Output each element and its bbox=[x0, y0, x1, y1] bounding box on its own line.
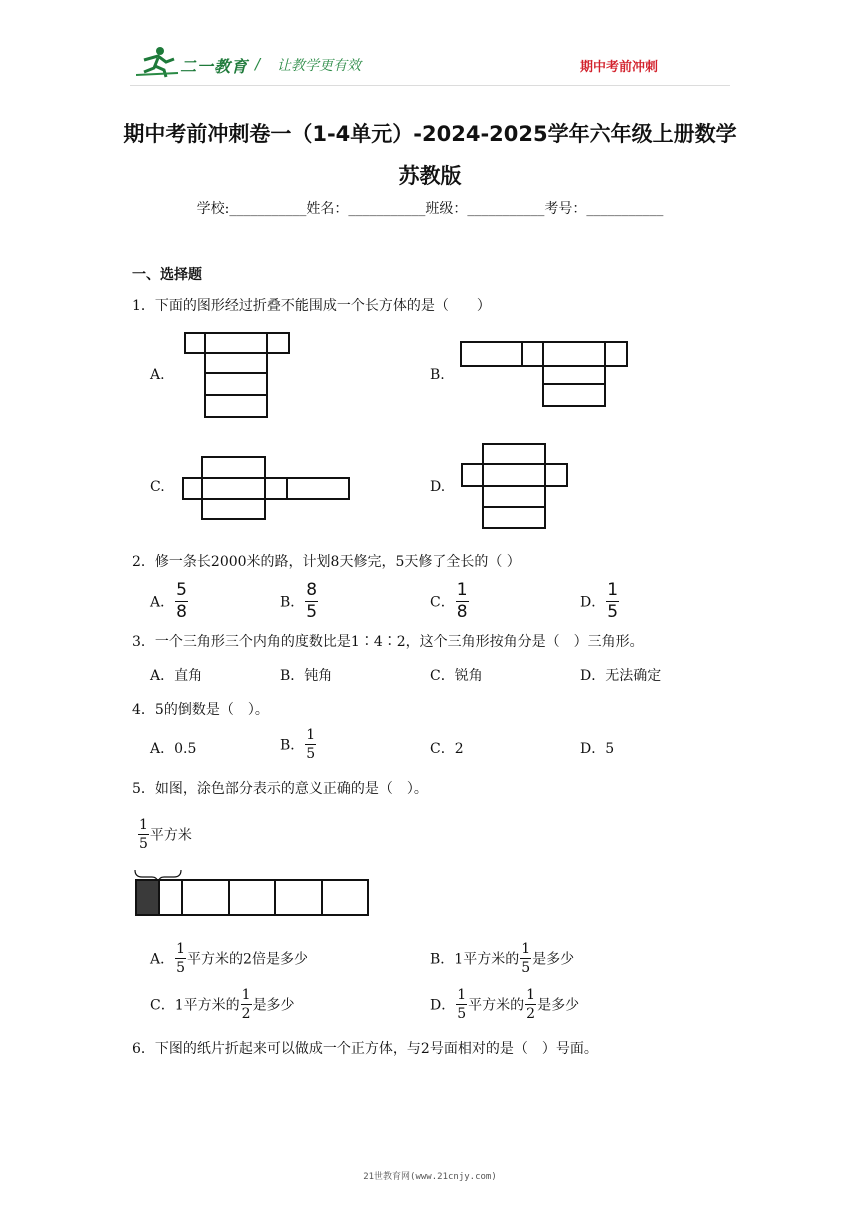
q1-option-d-label: D. bbox=[430, 479, 446, 495]
header-divider bbox=[130, 85, 730, 86]
question-2-stem: 2．修一条长2000米的路，计划8天修完，5天修了全长的（ ） bbox=[132, 554, 521, 570]
question-3-stem: 3．一个三角形三个内角的度数比是1∶4∶2，这个三角形按角分是（ ）三角形。 bbox=[132, 634, 644, 650]
header-right-label: 期中考前冲刺 bbox=[580, 60, 659, 75]
question-6-stem: 6．下图的纸片折起来可以做成一个正方体，与2号面相对的是（ ）号面。 bbox=[132, 1041, 598, 1057]
q4-option-a: A．0.5 bbox=[150, 741, 197, 757]
question-5-stem: 5．如图，涂色部分表示的意义正确的是（ ）。 bbox=[132, 781, 428, 797]
question-4-stem: 4．5的倒数是（ ）。 bbox=[132, 702, 269, 718]
q5-option-d: D． $\frac{1}{5}$ 平方米的 $\frac{1}{2}$ 是多少 bbox=[430, 987, 580, 1022]
brand-slogan: 让教学更有效 bbox=[277, 58, 361, 74]
q3-option-d: D．无法确定 bbox=[580, 668, 662, 684]
brand-name: 二一教育 bbox=[180, 57, 249, 76]
logo-runner-icon bbox=[136, 46, 180, 78]
q3-option-c: C．锐角 bbox=[430, 668, 483, 684]
q1-net-c bbox=[181, 455, 353, 523]
q2-option-c: C． $\frac{1}{8}$ bbox=[430, 580, 468, 622]
q2-option-a: A． $\frac{5}{8}$ bbox=[150, 580, 187, 622]
header-separator: / bbox=[255, 55, 261, 73]
q1-option-a-label: A. bbox=[150, 367, 165, 383]
q4-option-c: C．2 bbox=[430, 741, 464, 757]
q5-option-c: C．1平方米的 $\frac{1}{2}$ 是多少 bbox=[150, 987, 295, 1022]
q2-option-b: B． $\frac{8}{5}$ bbox=[280, 580, 318, 622]
q3-option-b: B．钝角 bbox=[280, 668, 333, 684]
q1-option-c-label: C. bbox=[150, 479, 165, 495]
q3-option-a: A．直角 bbox=[150, 668, 203, 684]
q5-bar-diagram bbox=[132, 860, 372, 920]
q1-net-a bbox=[183, 331, 293, 421]
q1-option-b-label: B. bbox=[430, 367, 445, 383]
q4-option-d: D．5 bbox=[580, 741, 615, 757]
q5-option-a: A． $\frac{1}{5}$ 平方米的2倍是多少 bbox=[150, 941, 308, 976]
q4-option-b: B． $\frac{1}{5}$ bbox=[280, 727, 316, 762]
q1-net-b bbox=[459, 340, 631, 410]
page-title: 期中考前冲刺卷一（1-4单元）-2024-2025学年六年级上册数学 bbox=[123, 122, 737, 146]
q2-option-d: D． $\frac{1}{5}$ bbox=[580, 580, 619, 622]
q5-option-b: B．1平方米的 $\frac{1}{5}$ 是多少 bbox=[430, 941, 575, 976]
student-info-line: 学校:___________姓名：___________班级：___________考号：___________ bbox=[196, 201, 664, 217]
page-subtitle: 苏教版 bbox=[398, 164, 462, 188]
question-1-stem: 1．下面的图形经过折叠不能围成一个长方体的是（ ） bbox=[132, 298, 491, 314]
section-title: 一、选择题 bbox=[132, 267, 202, 283]
page-footer: 21世教育网(www.21cnjy.com) bbox=[363, 1172, 497, 1182]
q1-net-d bbox=[460, 442, 572, 532]
q5-figure-label: $\frac{1}{5}$ 平方米 bbox=[139, 817, 192, 852]
